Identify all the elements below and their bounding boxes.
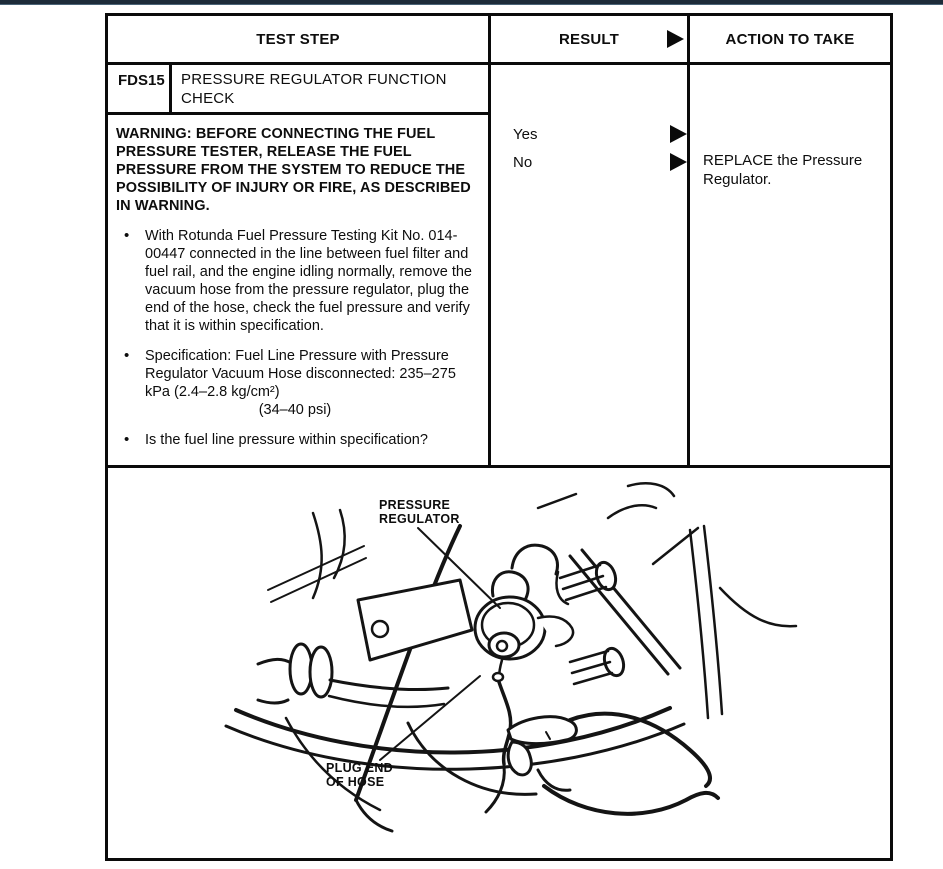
figure-label-line: OF HOSE <box>326 774 385 789</box>
figure-label-line: REGULATOR <box>379 511 460 526</box>
result-yes-label: Yes <box>513 126 538 143</box>
bullet-text-specification <box>145 347 483 419</box>
specification-text: Specification: Fuel Line Pressure with Pressure Regulator Vacuum Hose disconnected: 235–275 kPa (2.4–2.8 kg/cm²) <box>145 348 456 400</box>
step-code: FDS15 <box>108 65 172 112</box>
bullet-icon: • <box>124 227 130 244</box>
result-no-arrow-icon <box>670 153 687 171</box>
figure-panel <box>108 468 890 858</box>
specification-psi-line: (34–40 psi) <box>258 402 332 418</box>
header-test-step <box>108 16 491 62</box>
list-item <box>124 431 488 449</box>
figure-label-line: PLUG END <box>326 761 393 775</box>
bullet-icon: • <box>124 431 130 448</box>
header-result-label: RESULT <box>558 30 620 48</box>
action-text: REPLACE the Pressure Regulator. <box>703 152 863 188</box>
list-item <box>124 347 488 419</box>
result-cell <box>491 65 690 465</box>
test-body-section <box>108 65 890 468</box>
step-title: PRESSURE REGULATOR FUNCTION CHECK <box>181 71 447 107</box>
bullet-text-question: Is the fuel line pressure within specification? <box>145 432 428 448</box>
header-action <box>690 16 890 62</box>
result-arrow-icon <box>667 30 684 48</box>
table-header-row <box>108 16 890 65</box>
pinpoint-test-table <box>105 13 893 861</box>
header-result <box>491 16 690 62</box>
bullet-text-procedure: With Rotunda Fuel Pressure Testing Kit No. 014-00447 connected in the line between fuel filter and fuel rail, and the engine idling normally, remove the vacuum hose from the pressure regulator, plug the end of the hose, check the fuel pressure and verify that it is within specification. <box>145 228 472 334</box>
result-yes-arrow-icon <box>670 125 687 143</box>
step-id-row <box>108 65 488 115</box>
header-test-step-label: TEST STEP <box>256 30 340 48</box>
test-step-cell <box>108 65 491 465</box>
list-item <box>124 227 488 335</box>
action-cell <box>690 65 890 465</box>
result-no-label: No <box>513 154 533 171</box>
figure-label-line: PRESSURE <box>379 498 451 512</box>
page-top-rule <box>0 0 943 5</box>
figure-label-plug-end <box>326 762 393 789</box>
figure-label-pressure-regulator <box>379 499 460 526</box>
header-action-label: ACTION TO TAKE <box>725 30 855 48</box>
engine-illustration <box>108 468 890 858</box>
bullet-icon: • <box>124 347 130 364</box>
warning-text: WARNING: BEFORE CONNECTING THE FUEL PRESSURE TESTER, RELEASE THE FUEL PRESSURE FROM THE SYSTEM TO REDUCE THE POSSIBILITY OF INJURY OR FIRE, AS DESCRIBED IN WARNING. <box>116 126 471 214</box>
